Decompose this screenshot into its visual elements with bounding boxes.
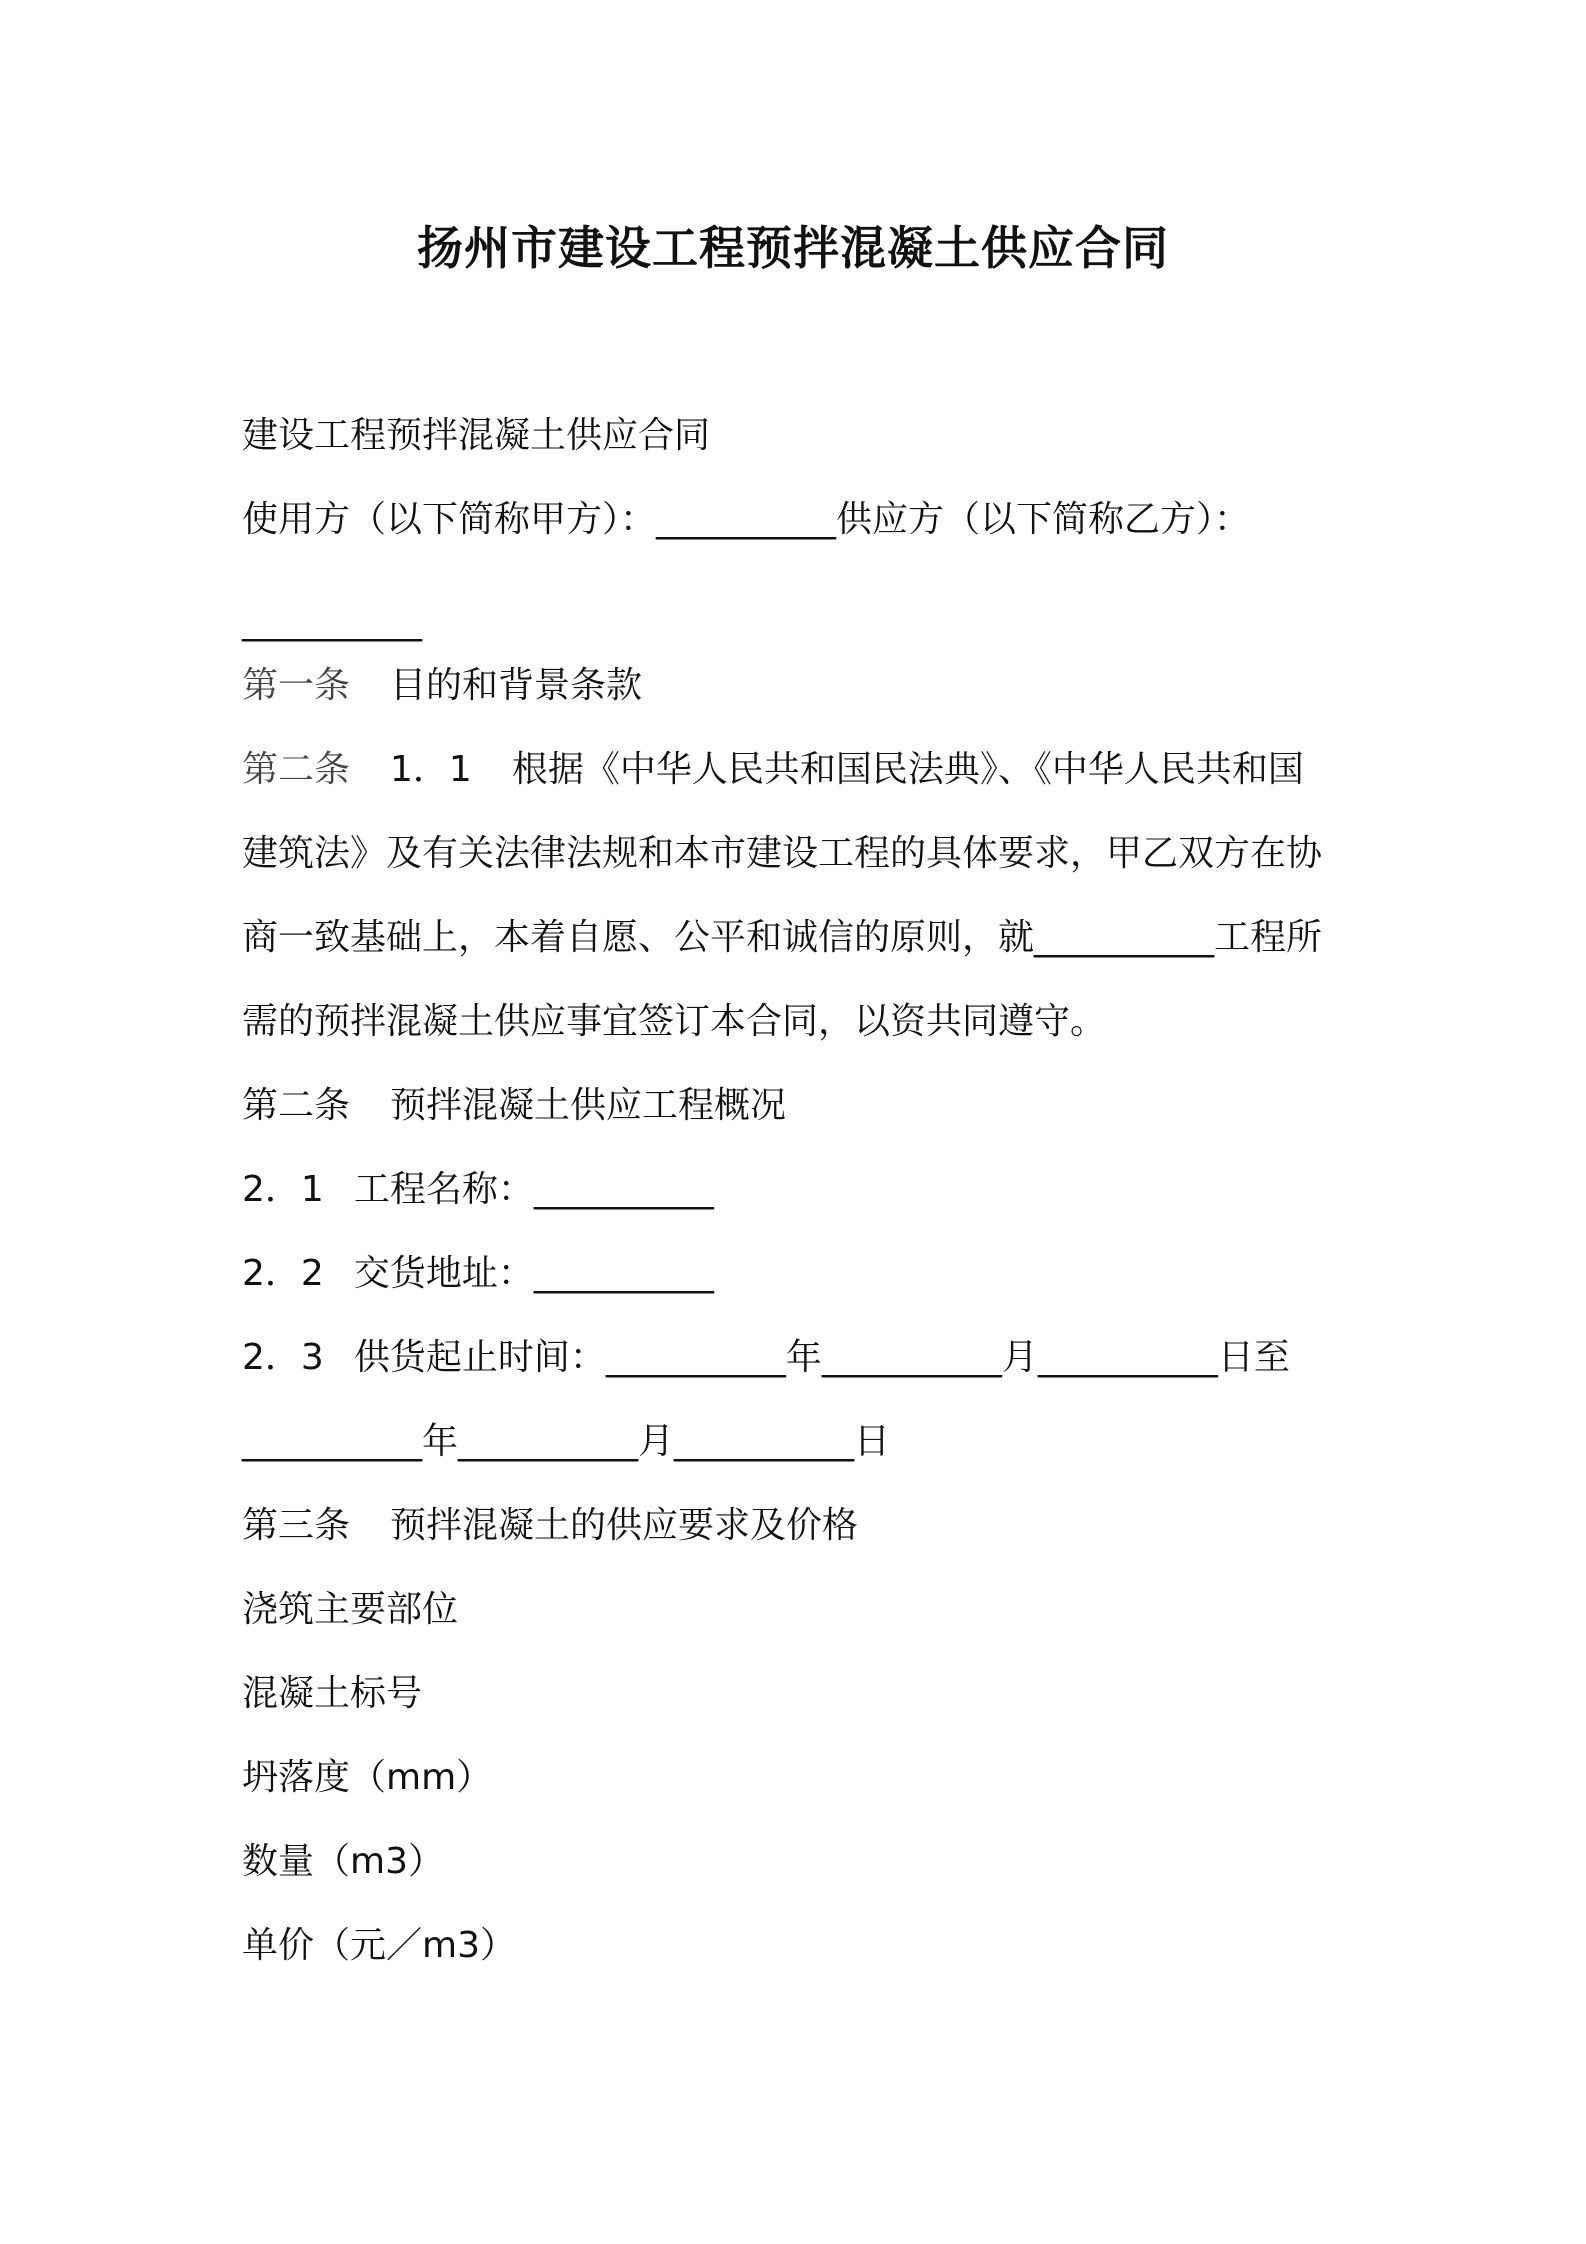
- item-2-1-text: 工程名称：__________: [353, 1169, 714, 1210]
- article-2b: [242, 1082, 786, 1130]
- subtitle-line: 建设工程预拌混凝土供应合同: [242, 415, 711, 456]
- article-2a-number: 1．1: [390, 749, 472, 790]
- item-2-2-number: 2．2: [242, 1253, 324, 1294]
- article-2b-label: 第二条: [242, 1085, 351, 1126]
- article-3-text: 预拌混凝土的供应要求及价格: [390, 1505, 859, 1546]
- item-2-2-text: 交货地址：__________: [353, 1253, 714, 1294]
- item-2-3-number: 2．3: [242, 1337, 324, 1378]
- parties-blank-line: __________: [242, 601, 422, 642]
- article-1-text: 目的和背景条款: [390, 665, 643, 706]
- item-2-2: [242, 1250, 714, 1298]
- article-2a-first-line: [242, 746, 1304, 794]
- item-2-1: [242, 1166, 714, 1214]
- item-2-3-text: 供货起止时间：__________年__________月__________日至: [353, 1337, 1290, 1378]
- article-2a-line-2: 建筑法》及有关法律法规和本市建设工程的具体要求，甲乙双方在协: [242, 833, 1323, 874]
- article-2a-line-4: 需的预拌混凝土供应事宜签订本合同，以资共同遵守。: [242, 1001, 1107, 1042]
- article-3-label: 第三条: [242, 1505, 351, 1546]
- article-2a-line-3: 商一致基础上，本着自愿、公平和诚信的原则，就__________工程所: [242, 917, 1323, 958]
- article-2b-text: 预拌混凝土供应工程概况: [390, 1085, 787, 1126]
- field-quantity: 数量（m3）: [242, 1841, 444, 1882]
- item-2-3-continuation: __________年__________月__________日: [242, 1421, 890, 1462]
- field-unit-price: 单价（元／m3）: [242, 1925, 516, 1966]
- field-concrete-grade: 混凝土标号: [242, 1673, 423, 1714]
- document-title: 扬州市建设工程预拌混凝土供应合同: [417, 221, 1169, 275]
- item-2-1-number: 2．1: [242, 1169, 324, 1210]
- field-slump: 坍落度（mm）: [242, 1757, 493, 1798]
- field-pouring-location: 浇筑主要部位: [242, 1589, 459, 1630]
- parties-line: 使用方（以下简称甲方）：__________供应方（以下简称乙方）：: [242, 499, 1251, 540]
- article-1-label: 第一条: [242, 665, 351, 706]
- article-1: [242, 662, 642, 710]
- article-2a-text: 根据《中华人民共和国民法典》、《中华人民共和国: [511, 749, 1304, 790]
- article-2a-label: 第二条: [242, 749, 351, 790]
- article-3: [242, 1502, 858, 1550]
- item-2-3: [242, 1334, 1290, 1382]
